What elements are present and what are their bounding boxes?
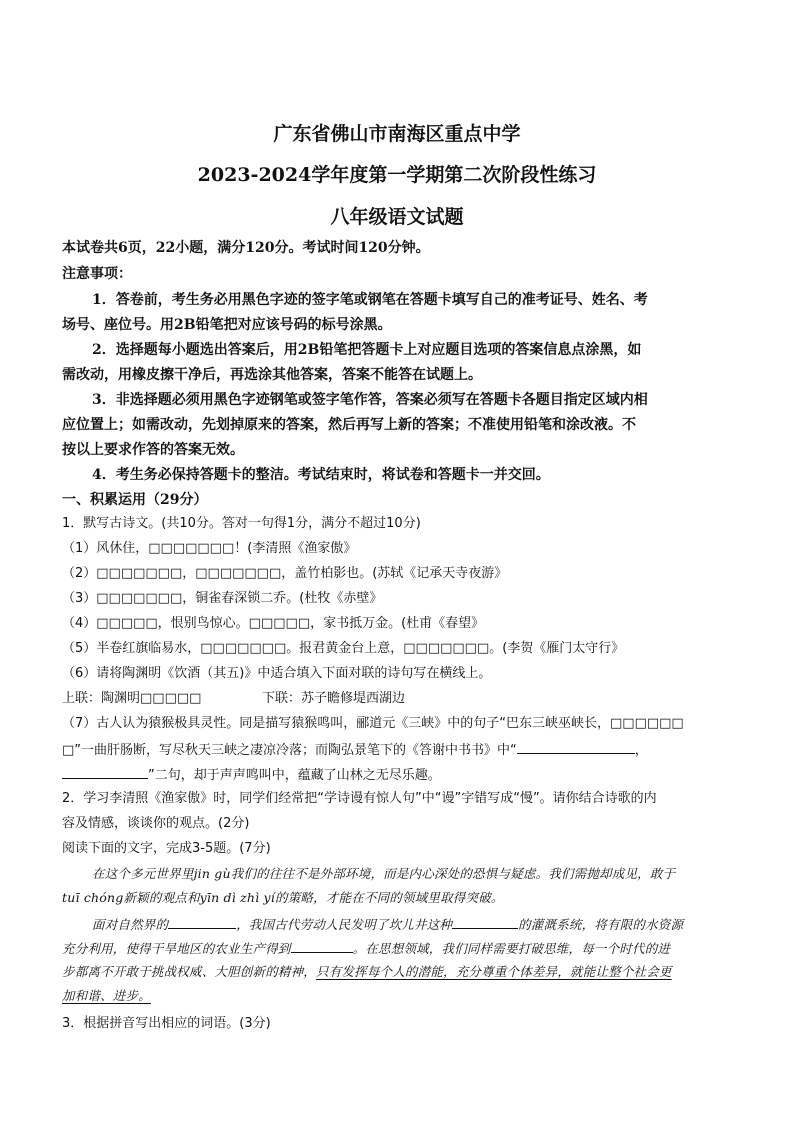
q1-7-line-3-text: ”二句，却于声声鸣叫中，蕴藏了山林之无尽乐趣。 bbox=[148, 768, 441, 783]
note-4: 4．考生务必保持答题卡的整洁。考试结束时，将试卷和答题卡一并交回。 bbox=[92, 467, 550, 483]
passage-p2-line-2 bbox=[62, 938, 670, 959]
couplet-lower: 下联：苏子瞻修堤西湖边 bbox=[262, 691, 406, 706]
note-2-line-2: 需改动，用橡皮擦干净后，再选涂其他答案，答案不能答在试题上。 bbox=[62, 367, 482, 383]
passage-text: ，我国古代劳动人民发明了坎儿井这种 bbox=[236, 917, 453, 932]
section-heading: 一、积累运用（29分） bbox=[62, 492, 208, 508]
q1-item-6: （6）请将陶渊明《饮酒（其五)》中适合填入下面对联的诗句写在横线上。 bbox=[62, 666, 492, 681]
q1-7-line-3 bbox=[62, 764, 441, 786]
q1-item-3: （3）□□□□□□□，铜雀春深锁二乔。(杜牧《赤壁》 bbox=[62, 591, 383, 606]
passage-text: 步都离不开敢于挑战权威、大胆创新的精神， bbox=[62, 964, 317, 979]
q1-7-line-2-text: □”一曲肝肠断，写尽秋天三峡之凄凉冷落；而陶弘景笔下的《答谢中书书》中“ bbox=[62, 743, 517, 758]
answer-blank[interactable] bbox=[62, 764, 148, 779]
note-3-line-1: 3．非选择题必须用黑色字迹钢笔或签字笔作答，答案必须写在答题卡各题目指定区域内相 bbox=[92, 392, 648, 408]
q1-item-2: （2）□□□□□□□，□□□□□□□，盖竹柏影也。(苏轼《记承天寺夜游》 bbox=[62, 566, 508, 581]
passage-p1-line-1: 在这个多元世界里jin gù我们的往往不是外部环境，而是内心深处的恐惧与疑虑。我们需抛却成见，敢于 bbox=[92, 866, 676, 881]
passage-text: 的灌溉系统，将有限的水资源 bbox=[518, 917, 684, 932]
school-title: 广东省佛山市南海区重点中学 bbox=[273, 123, 521, 145]
note-1-line-2: 场号、座位号。用2B铅笔把对应该号码的标号涂黑。 bbox=[62, 317, 392, 333]
answer-blank[interactable] bbox=[517, 739, 635, 754]
q2-line-2: 容及情感，谈谈你的观点。(2分) bbox=[62, 816, 250, 831]
q1-7-line-2-comma: ， bbox=[634, 743, 648, 758]
passage-p2-line-4: 加和谐、进步。 bbox=[62, 988, 151, 1003]
q1-7-line-2 bbox=[62, 739, 648, 761]
q2-line-1: 2．学习李清照《渔家傲》时，同学们经常把“学诗谩有惊人句”中“谩”字错写成“慢”。请你结合诗歌的内 bbox=[62, 791, 657, 806]
q1-item-5: （5）半卷红旗临易水，□□□□□□□。报君黄金台上意，□□□□□□□。(李贺《雁门太守行》 bbox=[62, 641, 625, 656]
note-2-line-1: 2．选择题每小题选出答案后，用2B铅笔把答题卡上对应题目选项的答案信息点涂黑，如 bbox=[92, 342, 642, 358]
passage-p2-line-1 bbox=[92, 914, 683, 935]
subject-title: 八年级语文试题 bbox=[330, 206, 464, 228]
reading-intro: 阅读下面的文字，完成3-5题。(7分) bbox=[62, 841, 271, 856]
answer-blank[interactable] bbox=[291, 938, 353, 953]
exam-summary: 本试卷共6页，22小题，满分120分。考试时间120分钟。 bbox=[62, 240, 430, 256]
passage-p2-line-3 bbox=[62, 962, 672, 982]
answer-blank[interactable] bbox=[168, 914, 236, 929]
term-title: 2023-2024学年度第一学期第二次阶段性练习 bbox=[197, 164, 597, 186]
note-3-line-3: 按以上要求作答的答案无效。 bbox=[62, 442, 244, 458]
passage-text: 。在思想领域，我们同样需要打破思维，每一个时代的进 bbox=[352, 941, 671, 956]
notice-heading: 注意事项： bbox=[62, 266, 132, 282]
passage-text: 充分利用，使得干旱地区的农业生产得到 bbox=[62, 941, 291, 956]
answer-blank[interactable] bbox=[452, 914, 518, 929]
note-3-line-2: 应位置上；如需改动，先划掉原来的答案，然后再写上新的答案；不准使用铅笔和涂改液。不 bbox=[62, 417, 636, 433]
couplet-upper: 上联：陶渊明□□□□□ bbox=[62, 691, 202, 706]
q1-item-4: （4）□□□□□，恨别鸟惊心。□□□□□，家书抵万金。(杜甫《春望》 bbox=[62, 616, 485, 631]
passage-text: 面对自然界的 bbox=[92, 917, 169, 932]
q1-stem: 1．默写古诗文。(共10分。答对一句得1分，满分不超过10分) bbox=[62, 516, 421, 531]
q3-stem: 3．根据拼音写出相应的词语。(3分) bbox=[62, 1016, 271, 1031]
q1-item-1: （1）风休住，□□□□□□□！(李清照《渔家傲》 bbox=[62, 541, 357, 556]
passage-p1-line-2: tuī chóng新颖的观点和yīn dì zhì yí的策略，才能在不同的领域里取得突破。 bbox=[62, 890, 504, 905]
underlined-sentence: 只有发挥每个人的潜能，充分尊重个体差异，就能让整个社会更 bbox=[316, 964, 672, 979]
note-1-line-1: 1．答卷前，考生务必用黑色字迹的签字笔或钢笔在答题卡填写自己的准考证号、姓名、考 bbox=[92, 292, 648, 308]
q1-7-line-1: （7）古人认为猿猴极具灵性。同是描写猿猴鸣叫，郦道元《三峡》中的句子“巴东三峡巫峡长，□□□□□□ bbox=[62, 716, 684, 731]
